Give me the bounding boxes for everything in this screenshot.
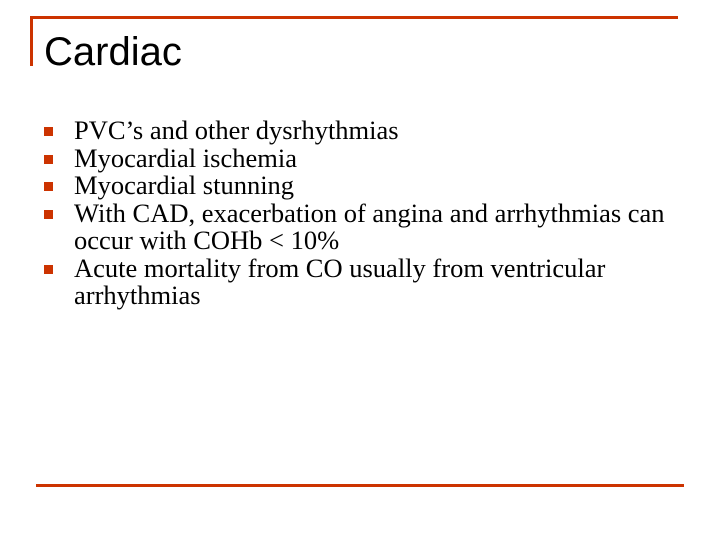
bottom-rule — [36, 484, 684, 487]
bullet-text: With CAD, exacerbation of angina and arrhythmias can occur with COHb < 10% — [74, 197, 665, 255]
bullet-item — [44, 172, 684, 200]
bullet-item — [44, 117, 684, 145]
title-rule-left — [30, 16, 33, 66]
bullet-text: PVC’s and other dysrhythmias — [74, 115, 399, 145]
slide-title: Cardiac — [44, 30, 182, 74]
square-bullet-icon — [44, 127, 53, 136]
bullet-text: Myocardial ischemia — [74, 142, 297, 173]
bullet-item — [44, 142, 684, 173]
bullet-text: Myocardial stunning — [74, 170, 295, 200]
bullet-item — [44, 252, 684, 310]
title-rule-top — [30, 16, 678, 19]
square-bullet-icon — [44, 210, 53, 219]
bullet-item — [44, 197, 684, 255]
bullet-list — [44, 117, 684, 310]
square-bullet-icon — [44, 182, 53, 191]
square-bullet-icon — [44, 265, 53, 274]
bullet-text: Acute mortality from CO usually from ventricular arrhythmias — [74, 252, 606, 310]
square-bullet-icon — [44, 155, 53, 164]
